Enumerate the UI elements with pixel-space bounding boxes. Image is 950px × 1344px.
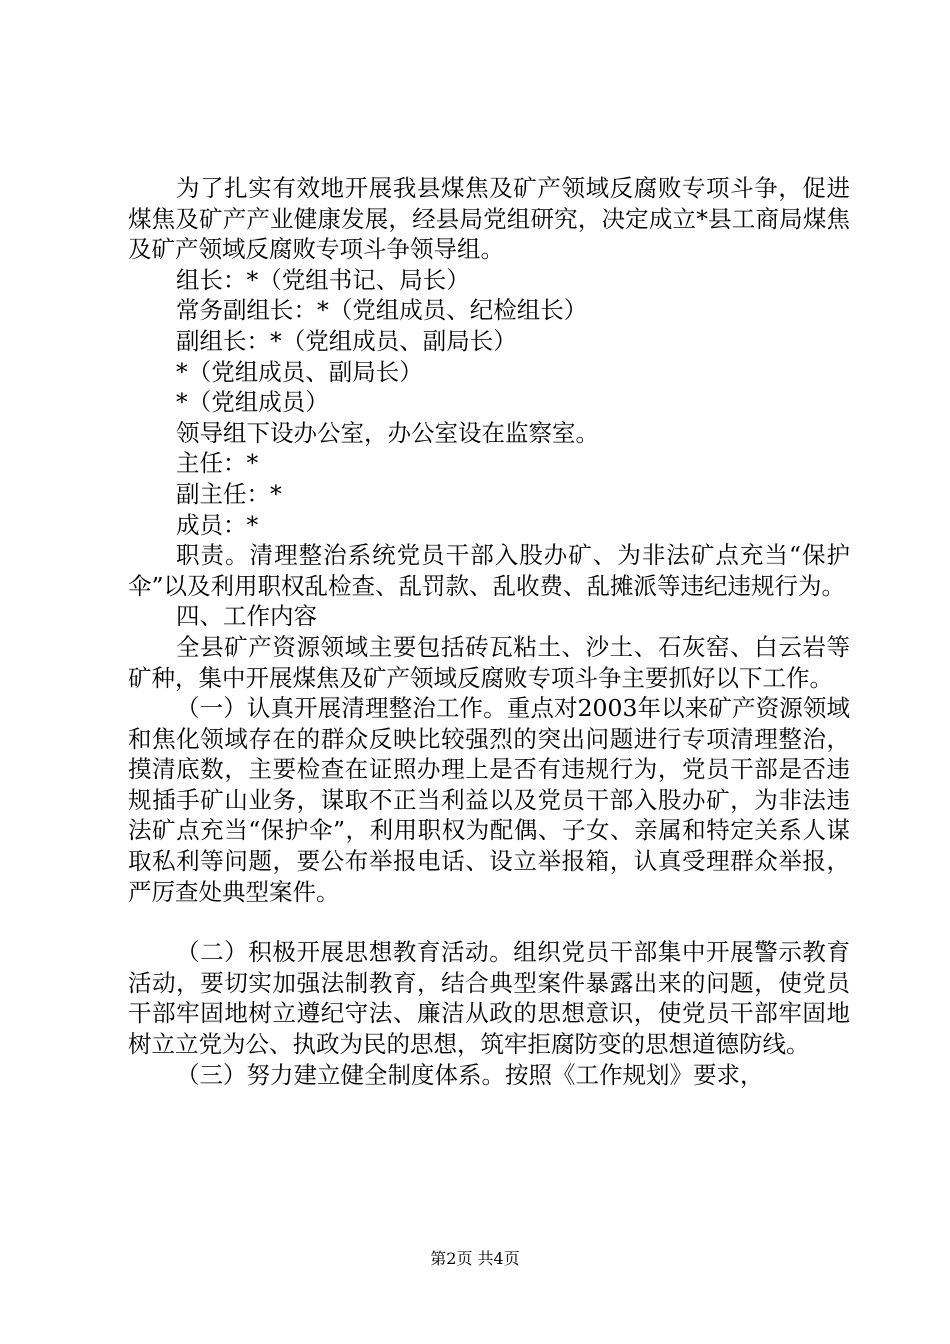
paragraph-mineral-scope: 全县矿产资源领域主要包括砖瓦粘土、沙土、石灰窑、白云岩等矿种，集中开展煤焦及矿产领域反腐败专项斗争主要抓好以下工作。: [128, 632, 850, 692]
paragraph-deputy-leader-2: *（党组成员、副局长）: [176, 357, 423, 386]
paragraph-members: 成员：*: [176, 510, 259, 539]
paragraph-item-3: （三）努力建立健全制度体系。按照《工作规划》要求，: [176, 1060, 764, 1089]
paragraph-deputy-director: 副主任：*: [176, 479, 282, 508]
paragraph-intro: 为了扎实有效地开展我县煤焦及矿产领域反腐败专项斗争，促进煤焦及矿产产业健康发展，经县局党组研究，决定成立*县工商局煤焦及矿产领域反腐败专项斗争领导组。: [128, 174, 850, 264]
paragraph-duties: 职责。清理整治系统党员干部入股办矿、为非法矿点充当“保护伞”以及利用职权乱检查、乱罚款、乱收费、乱摊派等违纪违规行为。: [128, 541, 850, 600]
page-number-footer: 第2页 共4页: [430, 1249, 520, 1268]
section-heading-work-content: 四、工作内容: [176, 602, 317, 631]
paragraph-executive-deputy-leader: 常务副组长：*（党组成员、纪检组长）: [176, 296, 588, 325]
document-body: [128, 173, 850, 1090]
paragraph-director: 主任：*: [176, 449, 259, 478]
paragraph-group-leader: 组长：*（党组书记、局长）: [176, 265, 470, 294]
paragraph-item-2: （二）积极开展思想教育活动。组织党员干部集中开展警示教育活动，要切实加强法制教育，结合典型案件暴露出来的问题，使党员干部牢固地树立遵纪守法、廉洁从政的思想意识，使党员干部牢固地树立立党为公、执政为民的思想，筑牢拒腐防变的思想道德防线。: [128, 938, 850, 1059]
paragraph-party-member: *（党组成员）: [176, 388, 329, 417]
paragraph-office-setup: 领导组下设办公室，办公室设在监察室。: [176, 418, 599, 447]
paragraph-item-1: （一）认真开展清理整治工作。重点对2003年以来矿产资源领域和焦化领域存在的群众反映比较强烈的突出问题进行专项清理整治，摸清底数，主要检查在证照办理上是否有违规行为，党员干部是否违规插手矿山业务，谋取不正当利益以及党员干部入股办矿，为非法违法矿点充当“保护伞”，利用职权为配偶、子女、亲属和特定关系人谋取私利等问题，要公布举报电话、设立举报箱，认真受理群众举报，严厉查处典型案件。: [128, 694, 850, 906]
paragraph-deputy-leader: 副组长：*（党组成员、副局长）: [176, 326, 517, 355]
